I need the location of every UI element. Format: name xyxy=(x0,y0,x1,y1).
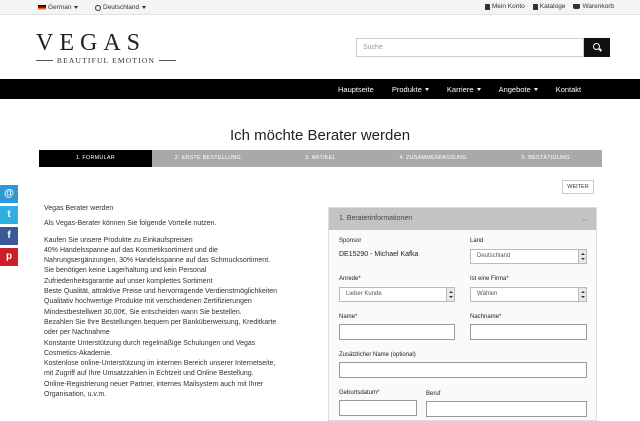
book-icon xyxy=(533,4,538,10)
step-4: 4. ZUSAMMENFASSUNG xyxy=(399,155,467,161)
name-label: Name* xyxy=(339,314,358,320)
benefit-line: mit Zugriff auf Ihre Umsatzzahlen in Echtzeit und Online Bestellung. xyxy=(44,370,254,378)
benefits-text xyxy=(44,204,316,400)
additional-name-field[interactable] xyxy=(339,362,587,378)
nav-item-angebote[interactable]: Angebote xyxy=(499,85,538,94)
zusatz-label: Zusätzlicher Name (optional) xyxy=(339,352,416,358)
twitter-share-icon[interactable]: t xyxy=(0,206,18,224)
land-select[interactable]: Deutschland xyxy=(470,249,587,264)
account-link[interactable]: Mein Konto xyxy=(485,3,525,10)
chevron-down-icon xyxy=(142,6,146,9)
select-arrow-icon xyxy=(578,250,586,263)
pinterest-share-icon[interactable]: p xyxy=(0,248,18,266)
benefit-line: Beste Qualität, attraktive Preise und hervorragende Verdienstmöglichkeiten xyxy=(44,288,278,296)
firma-select[interactable]: Wählen xyxy=(470,287,587,302)
beruf-label: Beruf xyxy=(426,391,441,397)
benefit-line: oder per Nachnahme xyxy=(44,329,110,337)
occupation-field[interactable] xyxy=(426,401,587,417)
intro-heading: Vegas Berater werden xyxy=(44,205,114,212)
consultant-info-panel xyxy=(328,207,597,421)
step-1: 1. FORMULAR xyxy=(39,150,152,167)
social-share-bar xyxy=(0,185,18,269)
country-selector[interactable] xyxy=(95,4,146,11)
nachname-field[interactable] xyxy=(470,324,587,340)
name-field[interactable] xyxy=(339,324,455,340)
catalogs-link[interactable]: Kataloge xyxy=(533,3,566,10)
benefit-line: Nahrungsergänzungen, 30% Handelsspanne auf das Schmucksortiment. xyxy=(44,257,271,265)
nachname-label: Nachname* xyxy=(470,314,502,320)
search-button[interactable] xyxy=(584,38,610,57)
nav-item-produkte[interactable]: Produkte xyxy=(392,85,429,94)
benefit-line: 40% Handelsspanne auf das Kosmetiksortiment und die xyxy=(44,246,218,254)
facebook-share-icon[interactable]: f xyxy=(0,227,18,245)
step-2: 2. ERSTE BESTELLUNG xyxy=(174,155,241,161)
nav-item-hauptseite[interactable]: Hauptseite xyxy=(338,84,374,94)
benefit-line: Cosmetics-Akademie. xyxy=(44,349,113,357)
page-title: Ich möchte Berater werden xyxy=(229,127,411,144)
sponsor-value: DE15290 - Michael Kafka xyxy=(339,251,419,258)
top-bar xyxy=(0,0,640,15)
globe-icon xyxy=(95,5,101,11)
logo-word: VEGAS xyxy=(36,30,147,56)
language-label: German xyxy=(48,4,72,11)
intro-subtitle: Als Vegas-Berater können Sie folgende Vorteile nutzen. xyxy=(44,220,217,228)
chevron-down-icon xyxy=(425,88,429,91)
anrede-select[interactable]: Lieber Kunde xyxy=(339,287,455,302)
main-nav xyxy=(0,79,640,99)
chevron-down-icon xyxy=(534,88,538,91)
country-label: Deutschland xyxy=(103,4,140,11)
chevron-down-icon xyxy=(74,6,78,9)
nav-item-karriere[interactable]: Karriere xyxy=(447,85,481,94)
benefit-line: Online-Registrierung neuer Partner, internes Mailsystem auch mit Ihrer xyxy=(44,380,264,388)
select-arrow-icon xyxy=(578,288,586,301)
land-label: Land xyxy=(470,238,484,244)
benefit-line: Qualitativ hochwertige Produkte mit verschiedenen Zertifizierungen xyxy=(44,298,252,306)
firma-label: Ist eine Firma* xyxy=(470,276,509,282)
email-share-icon[interactable]: @ xyxy=(0,185,18,203)
sponsor-label: Sponsor xyxy=(339,238,362,244)
birthdate-field[interactable] xyxy=(339,400,417,416)
benefit-line: Zufriedenheitsgarantie auf unser komplettes Sortiment xyxy=(44,277,213,285)
step-3: 3. ARTIKEL xyxy=(305,155,336,161)
geburt-label: Geburtsdatum* xyxy=(339,390,380,396)
nav-item-kontakt[interactable]: Kontakt xyxy=(555,84,582,94)
chevron-down-icon xyxy=(477,88,481,91)
step-5: 5. BESTÄTIGUNG xyxy=(521,155,570,161)
collapse-icon[interactable]: – xyxy=(581,214,587,224)
vegas-logo[interactable] xyxy=(36,32,176,65)
checkout-steps xyxy=(39,150,602,167)
benefit-line: Mindestbestellwert 30,00€, Sie entscheiden wann Sie bestellen. xyxy=(44,308,242,316)
panel-header[interactable]: 1. Beraterinformationen – xyxy=(329,208,596,230)
search-input[interactable]: Suche xyxy=(356,38,584,57)
german-flag-icon xyxy=(38,5,46,10)
benefit-line: Kaufen Sie unsere Produkte zu Einkaufspreisen xyxy=(44,236,193,244)
benefit-line: Bezahlen Sie Ihre Bestellungen bequem per Banküberweisung, Kreditkarte xyxy=(44,318,277,326)
language-selector[interactable] xyxy=(38,4,78,11)
anrede-label: Anrede* xyxy=(339,276,361,282)
next-button[interactable]: WEITER xyxy=(562,180,594,194)
logo-tagline: BEAUTIFUL EMOTION xyxy=(36,56,176,65)
benefit-line: Sie benötigen keine Lagerhaltung und kein Personal xyxy=(44,267,207,275)
lock-icon xyxy=(485,4,490,10)
benefit-line: Konstante Unterstützung durch regelmäßige Schulungen und Vegas xyxy=(44,339,256,347)
benefit-line: Kostenlose online-Unterstützung im internen Bereich unserer Internetseite, xyxy=(44,360,276,368)
select-arrow-icon xyxy=(446,288,454,301)
cart-link[interactable]: Warenkorb xyxy=(573,3,614,10)
cart-icon xyxy=(573,4,580,9)
benefit-line: Organisation, u.v.m. xyxy=(44,391,107,399)
